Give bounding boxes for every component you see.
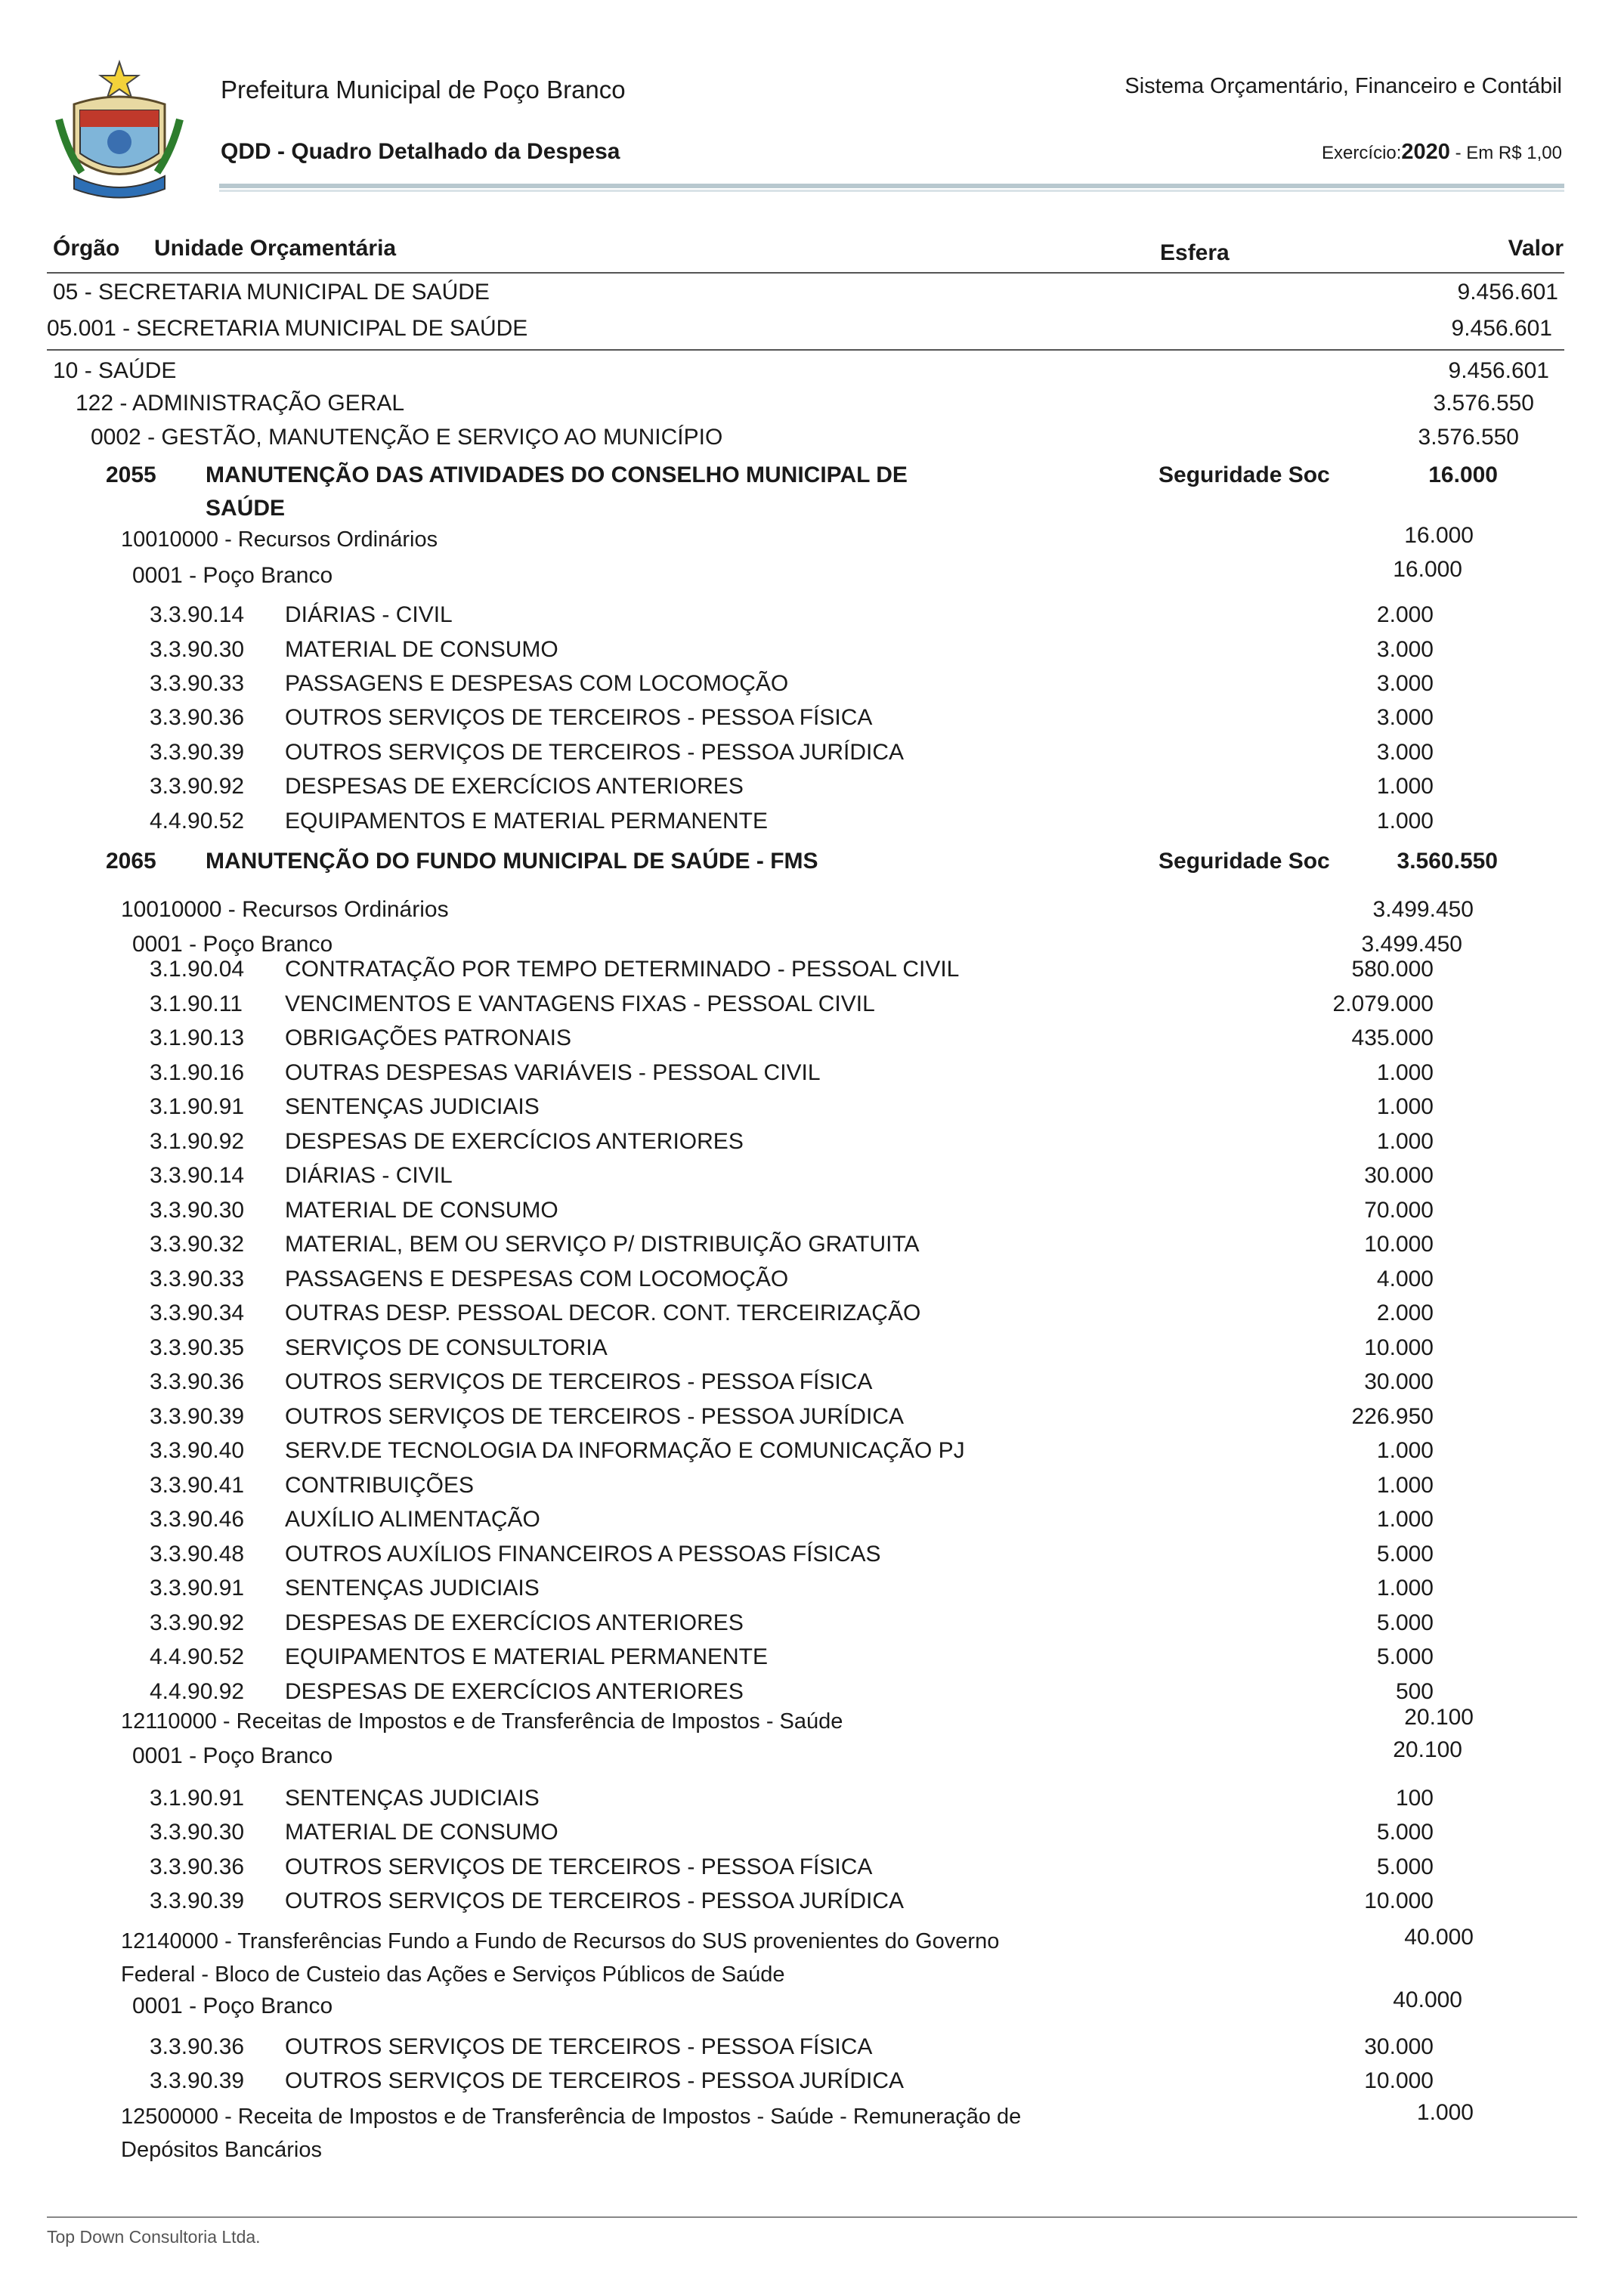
expense-description: DIÁRIAS - CIVIL: [285, 602, 453, 627]
expense-code: 3.3.90.39: [150, 740, 245, 765]
hierarchy-row: 10010000 - Recursos Ordinários: [121, 897, 449, 922]
expense-value: 30.000: [1364, 1163, 1434, 1188]
expense-value: 30.000: [1364, 1369, 1434, 1394]
expense-description: PASSAGENS E DESPESAS COM LOCOMOÇÃO: [285, 1267, 789, 1291]
expense-value: 226.950: [1351, 1404, 1434, 1429]
expense-code: 3.1.90.13: [150, 1025, 245, 1050]
sub-source: 0001 - Poço Branco: [132, 1993, 333, 2018]
expense-code: 3.3.90.91: [150, 1576, 245, 1601]
expense-value: 70.000: [1364, 1198, 1434, 1223]
expense-code: 3.3.90.39: [150, 1404, 245, 1429]
expense-code: 3.3.90.33: [150, 1267, 245, 1291]
expense-value: 10.000: [1364, 2068, 1434, 2093]
expense-description: CONTRIBUIÇÕES: [285, 1473, 475, 1498]
expense-description: VENCIMENTOS E VANTAGENS FIXAS - PESSOAL CIVIL: [285, 991, 875, 1016]
expense-value: 3.000: [1376, 705, 1434, 730]
action-name: MANUTENÇÃO DAS ATIVIDADES DO CONSELHO MUNICIPAL DE: [206, 462, 908, 487]
sub-source-value: 20.100: [1393, 1737, 1462, 1762]
expense-description: OUTROS SERVIÇOS DE TERCEIROS - PESSOA JURÍDICA: [285, 740, 905, 765]
action-esfera: Seguridade Soc: [1158, 849, 1330, 874]
hierarchy-row: 0002 - GESTÃO, MANUTENÇÃO E SERVIÇO AO MUNICÍPIO: [91, 425, 723, 450]
expense-description: OUTROS SERVIÇOS DE TERCEIROS - PESSOA FÍSICA: [285, 2034, 873, 2059]
resource-source-cont: Federal - Bloco de Custeio das Ações e Serviços Públicos de Saúde: [121, 1963, 785, 1987]
expense-description: OUTROS SERVIÇOS DE TERCEIROS - PESSOA FÍSICA: [285, 1854, 873, 1879]
col-esfera: Esfera: [1160, 240, 1230, 265]
expense-description: OUTROS SERVIÇOS DE TERCEIROS - PESSOA JURÍDICA: [285, 2068, 905, 2093]
expense-code: 3.1.90.16: [150, 1060, 245, 1085]
expense-value: 1.000: [1376, 1129, 1434, 1154]
expense-code: 3.3.90.48: [150, 1542, 245, 1567]
action-value: 3.560.550: [1397, 849, 1498, 874]
hierarchy-row: 05 - SECRETARIA MUNICIPAL DE SAÚDE: [53, 280, 490, 305]
expense-code: 3.1.90.92: [150, 1129, 245, 1154]
row-value: 9.456.601: [1448, 358, 1549, 383]
expense-description: SERVIÇOS DE CONSULTORIA: [285, 1335, 608, 1360]
source-value: 20.100: [1404, 1705, 1474, 1730]
expense-description: PASSAGENS E DESPESAS COM LOCOMOÇÃO: [285, 671, 789, 696]
expense-code: 3.1.90.91: [150, 1094, 245, 1119]
expense-description: DESPESAS DE EXERCÍCIOS ANTERIORES: [285, 1679, 744, 1704]
expense-description: OUTRAS DESP. PESSOAL DECOR. CONT. TERCEIRIZAÇÃO: [285, 1301, 921, 1325]
report-title: QDD - Quadro Detalhado da Despesa: [221, 139, 620, 164]
expense-description: SENTENÇAS JUDICIAIS: [285, 1094, 540, 1119]
action-esfera: Seguridade Soc: [1158, 462, 1330, 487]
expense-value: 1.000: [1376, 1507, 1434, 1532]
expense-code: 3.3.90.35: [150, 1335, 245, 1360]
expense-description: AUXÍLIO ALIMENTAÇÃO: [285, 1507, 540, 1532]
expense-code: 3.3.90.30: [150, 637, 245, 662]
expense-code: 3.3.90.92: [150, 774, 245, 799]
expense-code: 3.3.90.36: [150, 1854, 245, 1879]
expense-value: 10.000: [1364, 1335, 1434, 1360]
expense-value: 1.000: [1376, 1473, 1434, 1498]
expense-code: 3.3.90.14: [150, 1163, 245, 1188]
row-value: 3.499.450: [1361, 932, 1462, 957]
resource-source: 10010000 - Recursos Ordinários: [121, 527, 438, 552]
col-valor: Valor: [1508, 236, 1564, 261]
action-name-cont: SAÚDE: [206, 496, 286, 521]
expense-value: 2.000: [1376, 602, 1434, 627]
resource-source-cont: Depósitos Bancários: [121, 2138, 322, 2162]
expense-value: 1.000: [1376, 809, 1434, 834]
expense-description: OUTROS SERVIÇOS DE TERCEIROS - PESSOA FÍSICA: [285, 1369, 873, 1394]
expense-description: OBRIGAÇÕES PATRONAIS: [285, 1025, 571, 1050]
action-name: MANUTENÇÃO DO FUNDO MUNICIPAL DE SAÚDE - FMS: [206, 849, 818, 874]
expense-value: 580.000: [1351, 957, 1434, 982]
expense-description: MATERIAL DE CONSUMO: [285, 1198, 558, 1223]
expense-value: 10.000: [1364, 1888, 1434, 1913]
expense-description: DESPESAS DE EXERCÍCIOS ANTERIORES: [285, 1129, 744, 1154]
divider: [47, 349, 1564, 351]
expense-code: 3.3.90.36: [150, 1369, 245, 1394]
expense-description: DESPESAS DE EXERCÍCIOS ANTERIORES: [285, 774, 744, 799]
divider: [47, 272, 1564, 274]
expense-description: OUTRAS DESPESAS VARIÁVEIS - PESSOAL CIVIL: [285, 1060, 821, 1085]
hierarchy-row: 122 - ADMINISTRAÇÃO GERAL: [76, 391, 405, 416]
expense-value: 5.000: [1376, 1610, 1434, 1635]
expense-code: 3.3.90.41: [150, 1473, 245, 1498]
expense-value: 100: [1395, 1786, 1434, 1811]
col-unidade: Unidade Orçamentária: [154, 236, 397, 261]
expense-value: 2.079.000: [1332, 991, 1434, 1016]
row-value: 3.576.550: [1418, 425, 1519, 450]
hierarchy-row: 05.001 - SECRETARIA MUNICIPAL DE SAÚDE: [47, 316, 528, 341]
resource-source: 12110000 - Receitas de Impostos e de Transferência de Impostos - Saúde: [121, 1709, 843, 1734]
expense-value: 500: [1395, 1679, 1434, 1704]
expense-value: 4.000: [1376, 1267, 1434, 1291]
expense-description: MATERIAL DE CONSUMO: [285, 1820, 558, 1845]
action-number: 2055: [106, 462, 156, 487]
expense-value: 3.000: [1376, 637, 1434, 662]
resource-source: 12500000 - Receita de Impostos e de Transferência de Impostos - Saúde - Remuneração de: [121, 2105, 1022, 2129]
expense-code: 4.4.90.52: [150, 1644, 245, 1669]
row-value: 9.456.601: [1451, 316, 1552, 341]
expense-description: OUTROS AUXÍLIOS FINANCEIROS A PESSOAS FÍSICAS: [285, 1542, 881, 1567]
expense-description: EQUIPAMENTOS E MATERIAL PERMANENTE: [285, 809, 768, 834]
expense-code: 3.3.90.36: [150, 2034, 245, 2059]
expense-description: SENTENÇAS JUDICIAIS: [285, 1576, 540, 1601]
expense-description: DIÁRIAS - CIVIL: [285, 1163, 453, 1188]
expense-value: 1.000: [1376, 1060, 1434, 1085]
expense-code: 4.4.90.92: [150, 1679, 245, 1704]
expense-code: 3.3.90.30: [150, 1820, 245, 1845]
expense-value: 3.000: [1376, 740, 1434, 765]
action-value: 16.000: [1428, 462, 1498, 487]
expense-value: 1.000: [1376, 1094, 1434, 1119]
org-title: Prefeitura Municipal de Poço Branco: [221, 76, 626, 104]
expense-value: 5.000: [1376, 1542, 1434, 1567]
system-name: Sistema Orçamentário, Financeiro e Contábil: [1124, 74, 1562, 98]
expense-code: 3.3.90.92: [150, 1610, 245, 1635]
sub-source-value: 40.000: [1393, 1987, 1462, 2012]
expense-code: 3.3.90.36: [150, 705, 245, 730]
expense-description: OUTROS SERVIÇOS DE TERCEIROS - PESSOA JURÍDICA: [285, 1888, 905, 1913]
hierarchy-row: 0001 - Poço Branco: [132, 932, 333, 957]
expense-code: 3.3.90.14: [150, 602, 245, 627]
expense-value: 2.000: [1376, 1301, 1434, 1325]
expense-code: 4.4.90.52: [150, 809, 245, 834]
expense-value: 10.000: [1364, 1232, 1434, 1257]
expense-code: 3.3.90.40: [150, 1438, 245, 1463]
expense-code: 3.1.90.11: [150, 991, 243, 1016]
expense-code: 3.1.90.04: [150, 957, 245, 982]
expense-code: 3.3.90.34: [150, 1301, 245, 1325]
expense-description: MATERIAL DE CONSUMO: [285, 637, 558, 662]
expense-code: 3.1.90.91: [150, 1786, 245, 1811]
coat-of-arms-logo: [51, 59, 187, 203]
expense-description: SERV.DE TECNOLOGIA DA INFORMAÇÃO E COMUNICAÇÃO PJ: [285, 1438, 965, 1463]
expense-code: 3.3.90.39: [150, 2068, 245, 2093]
row-value: 9.456.601: [1457, 280, 1558, 305]
resource-source: 12140000 - Transferências Fundo a Fundo de Recursos do SUS provenientes do Governo: [121, 1929, 1000, 1953]
expense-value: 30.000: [1364, 2034, 1434, 2059]
sub-source: 0001 - Poço Branco: [132, 1743, 333, 1768]
expense-code: 3.3.90.39: [150, 1888, 245, 1913]
sub-source: 0001 - Poço Branco: [132, 563, 333, 588]
expense-value: 435.000: [1351, 1025, 1434, 1050]
expense-description: CONTRATAÇÃO POR TEMPO DETERMINADO - PESSOAL CIVIL: [285, 957, 960, 982]
source-value: 16.000: [1404, 523, 1474, 548]
footer-rule: [47, 2216, 1577, 2218]
expense-value: 5.000: [1376, 1644, 1434, 1669]
expense-code: 3.3.90.32: [150, 1232, 245, 1257]
expense-code: 3.3.90.46: [150, 1507, 245, 1532]
exercicio: Exercício:2020 - Em R$ 1,00: [1322, 140, 1562, 164]
action-number: 2065: [106, 849, 156, 874]
expense-description: OUTROS SERVIÇOS DE TERCEIROS - PESSOA JURÍDICA: [285, 1404, 905, 1429]
row-value: 3.499.450: [1372, 897, 1474, 922]
row-value: 3.576.550: [1433, 391, 1534, 416]
expense-code: 3.3.90.33: [150, 671, 245, 696]
expense-description: SENTENÇAS JUDICIAIS: [285, 1786, 540, 1811]
expense-value: 1.000: [1376, 774, 1434, 799]
source-value: 1.000: [1416, 2100, 1474, 2125]
header-rule: [219, 184, 1564, 188]
hierarchy-row: 10 - SAÚDE: [53, 358, 177, 383]
source-value: 40.000: [1404, 1925, 1474, 1950]
sub-source-value: 16.000: [1393, 557, 1462, 582]
expense-code: 3.3.90.30: [150, 1198, 245, 1223]
expense-description: MATERIAL, BEM OU SERVIÇO P/ DISTRIBUIÇÃO GRATUITA: [285, 1232, 920, 1257]
expense-value: 1.000: [1376, 1576, 1434, 1601]
expense-description: OUTROS SERVIÇOS DE TERCEIROS - PESSOA FÍSICA: [285, 705, 873, 730]
expense-value: 5.000: [1376, 1854, 1434, 1879]
expense-value: 3.000: [1376, 671, 1434, 696]
col-orgao: Órgão: [53, 236, 120, 261]
footer-text: Top Down Consultoria Ltda.: [47, 2227, 261, 2247]
expense-value: 1.000: [1376, 1438, 1434, 1463]
expense-description: DESPESAS DE EXERCÍCIOS ANTERIORES: [285, 1610, 744, 1635]
expense-value: 5.000: [1376, 1820, 1434, 1845]
expense-description: EQUIPAMENTOS E MATERIAL PERMANENTE: [285, 1644, 768, 1669]
